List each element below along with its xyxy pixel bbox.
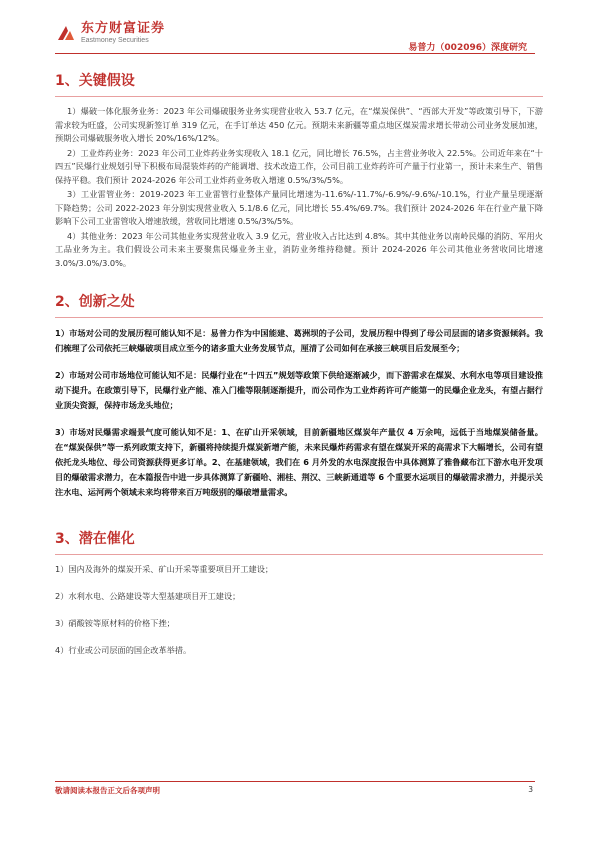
brand-name-en: Eastmoney Securities: [81, 37, 149, 44]
list-item: 1）国内及海外的煤炭开采、矿山开采等重要项目开工建设；: [55, 564, 274, 574]
paragraph: 3）工业雷管业务：2019-2023 年工业雷管行业整体产量同比增速为-11.6%/-11.7%/-6.9%/-9.6%/-10.1%，行业产量呈现逐渐下降趋势；公司 2022-2023 年分别实现营业收入 5.1/8.6 亿元，同比增长 55.4%/69.7%。我们预计 2024-2026 年在行业产量下降影响下公司工业雷管收入增速放缓，营收同比增速 0.5%/3%/5%。: [55, 189, 543, 226]
report-body: [55, 68, 543, 671]
footer-divider: [55, 781, 535, 782]
paragraph: 2）工业炸药业务：2023 年公司工业炸药业务实现收入 18.1 亿元，同比增长 76.5%，占主营业务收入 22.5%。公司近年来在“十四五”民爆行业规划引导下积极布局混装炸药的产能调增、技术改造工作，公司目前工业炸药许可产量于行业第一，预计未来生产、销售保持平稳。我们预计 2024-2026 年公司工业炸药业务收入增速 0.5%/3%/5%。: [55, 147, 543, 185]
brand-name-cn: 东方财富证券: [81, 21, 166, 36]
paragraph: 3）市场对民爆需求端景气度可能认知不足：1、在矿山开采领域，目前新疆地区煤炭年产量仅 4 万余吨，远低于当地煤炭储备量。在“煤炭保供”等一系列政策支持下，新疆将持续提升煤炭新增产能，未来民爆炸药需求有望在煤炭开采的高需求下大幅增长，公司有望依托龙头地位、母公司资源获得更多订单。2、在基建领域，我们在 6 月外发的水电深度报告中具体测算了雅鲁藏布江下游水电开发项目的爆破需求潜力，在本篇报告中进一步具体测算了新疆哈、湘桂、荆汉、三峡新通道等 6 个重要水运项目的爆破需求潜力，并提示关注水电、运河两个领域未来均将带来百万吨级别的爆破增量需求。: [55, 427, 543, 497]
section-title: 3、潜在催化: [55, 531, 135, 547]
list-item: 4）行业或公司层面的国企改革举措。: [55, 645, 192, 655]
paragraph: 4）其他业务：2023 年公司其他业务实现营业收入 3.9 亿元，营业收入占比达到 4.8%。其中其他业务以南岭民爆的消防、军用火工品业务为主。我们假设公司未来主要聚焦民爆业务主业，消防业务维持稳健。预计 2024-2026 年公司其他业务营收同比增速 3.0%/3.0%/3.0%。: [55, 230, 543, 268]
brand-logo: [55, 22, 165, 45]
disclaimer-note: 敬请阅读本报告正文后各项声明: [55, 786, 160, 795]
list-item: 2）水利水电、公路建设等大型基建项目开工建设；: [55, 591, 241, 601]
report-tag: 易普力（002096）深度研究: [408, 43, 527, 53]
section-title: 1、关键假设: [55, 73, 135, 89]
page-header: [0, 0, 595, 62]
section-divider: [55, 96, 543, 97]
paragraph: 2）市场对公司市场地位可能认知不足：民爆行业在“十四五”规划等政策下供给逐渐减少，而下游需求在煤炭、水利水电等项目建设推动下提升。在政策引导下，民爆行业产能、准入门槛等限制逐渐提升，而公司作为工业炸药许可产能第一的民爆企业龙头，有望占据行业顶尖资源，保持市场龙头地位；: [55, 370, 543, 410]
section-catalysts: [55, 530, 543, 657]
paragraph: 1）爆破一体化服务业务：2023 年公司爆破服务业务实现营业收入 53.7 亿元，在“煤炭保供”、“西部大开发”等政策引导下，下游需求较为旺盛，公司实现新签订单 319 亿元，在手订单达 450 亿元。预期未来新疆等重点地区煤炭需求增长带动公司业务发展加速，预期公司爆破服务收入增长 20%/16%/12%。: [55, 106, 543, 143]
section-title: 2、创新之处: [55, 294, 135, 310]
paragraph: 1）市场对公司的发展历程可能认知不足：易普力作为中国能建、葛洲坝的子公司，发展历程中得到了母公司层面的诸多资源倾斜。我们梳理了公司依托三峡爆破项目成立至今的诸多重大业务发展节点，厘清了公司如何在承接三峡项目后发展至今；: [55, 328, 543, 353]
header-divider: [55, 53, 535, 54]
section-key-assumptions: [55, 72, 543, 270]
section-divider: [55, 317, 543, 318]
page-number: 3: [528, 785, 533, 794]
section-divider: [55, 554, 543, 555]
list-item: 3）硝酸铵等原材料的价格下挫；: [55, 618, 175, 628]
brand-logo-icon: [55, 23, 77, 45]
section-innovations: [55, 293, 543, 500]
